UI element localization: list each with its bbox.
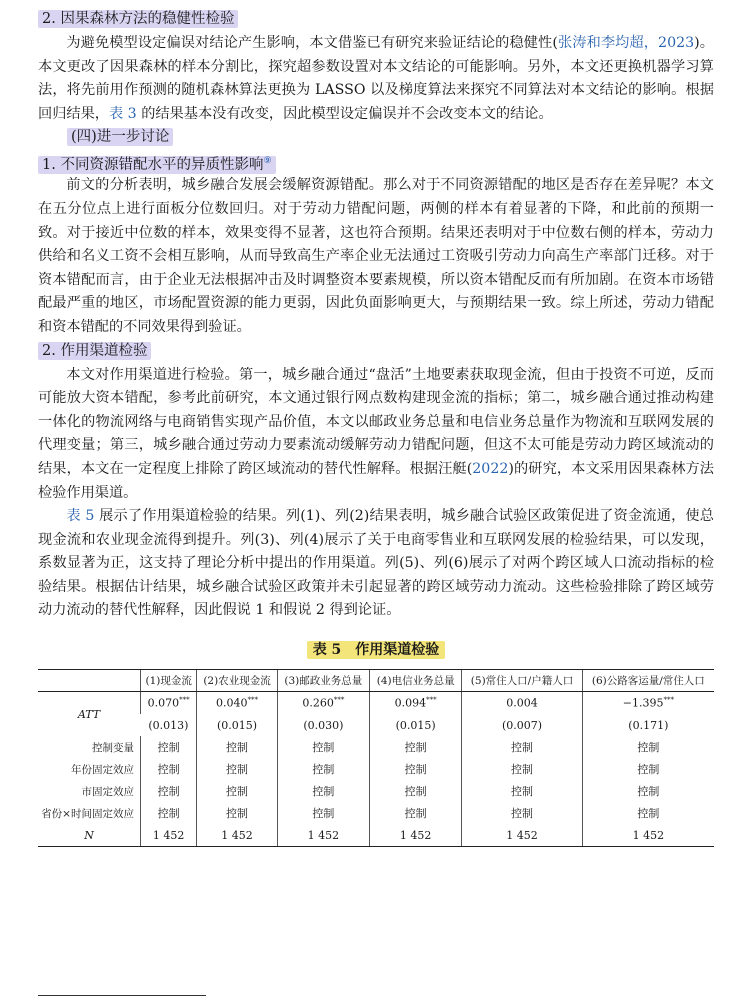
cell: 控制 [370, 736, 462, 758]
table-row-controls [38, 736, 714, 758]
table-row-att [38, 692, 714, 715]
se-cell: (0.015) [370, 714, 462, 736]
cell: 控制 [141, 758, 197, 780]
table-title: 表 5 作用渠道检验 [38, 637, 714, 663]
year-link[interactable]: 2022 [472, 460, 509, 477]
cell: 控制 [197, 780, 277, 802]
cell: 控制 [462, 758, 582, 780]
se-cell: (0.007) [462, 714, 582, 736]
se-cell: (0.030) [277, 714, 369, 736]
table-row-n [38, 824, 714, 847]
paragraph-channel: 本文对作用渠道进行检验。第一，城乡融合通过“盘活”土地要素获取现金流，但由于投资不可逆，反而可能放大资本错配，参考此前研究，本文通过银行网点数构建现金流的指标；第二，城乡融合通过推动构建一体化的物流网络与电商销售实现产品价值，本文以邮政业务总量和电信业务总量作为物流和互联网发展的代理变量；第三，城乡融合通过劳动力要素流动缓解劳动力错配问题，但这不太可能是劳动力跨区域流动的结果，本文在一定程度上排除了跨区域流动的替代性解释。根据汪艇(2022)的研究，本文采用因果森林方法检验作用渠道。 [38, 366, 714, 501]
cell: 控制 [277, 758, 369, 780]
table-row-year-fe [38, 758, 714, 780]
coef-cell: 0.094*** [370, 692, 462, 715]
coef-cell: 0.070*** [141, 692, 197, 715]
cell: 控制 [197, 758, 277, 780]
cell: 控制 [141, 736, 197, 758]
row-label: 省份×时间固定效应 [41, 807, 134, 820]
coef-cell: 0.004 [462, 692, 582, 715]
cell: 控制 [370, 758, 462, 780]
se-cell: (0.171) [582, 714, 714, 736]
cell: 1 452 [141, 824, 197, 847]
cell: 控制 [141, 802, 197, 824]
cell: 1 452 [370, 824, 462, 847]
section-heading-heterogeneity: 1. 不同资源错配水平的异质性影响⑨ [38, 150, 714, 172]
row-label: 年份固定效应 [71, 763, 134, 776]
section-heading-channel: 2. 作用渠道检验 [38, 340, 714, 362]
cell: 控制 [197, 802, 277, 824]
cell: 控制 [370, 802, 462, 824]
section-heading-robustness: 2. 因果森林方法的稳健性检验 [38, 8, 714, 30]
coef-cell: 0.260*** [277, 692, 369, 715]
paragraph-table5-discussion: 表 5 展示了作用渠道检验的结果。列(1)、列(2)结果表明，城乡融合试验区政策促进了资金流通，使总现金流和农业现金流得到提升。列(3)、列(4)展示了关于电商零售业和互联网发展的检验结果，可以发现，系数显著为正，这支持了理论分析中提出的作用渠道。列(5)、列(6)展示了对两个跨区域人口流动指标的检验结果。根据估计结果，城乡融合试验区政策并未引起显著的跨区域劳动力流动。这些检验排除了跨区域劳动力流动的替代性解释，因此假说 1 和假说 2 得到论证。 [38, 508, 714, 619]
row-label-n: N [38, 824, 141, 847]
header-col-2: (2)农业现金流 [197, 670, 277, 692]
cell: 控制 [197, 736, 277, 758]
cell: 控制 [462, 802, 582, 824]
row-label: 控制变量 [92, 741, 134, 754]
cell: 1 452 [462, 824, 582, 847]
coef-cell: 0.040*** [197, 692, 277, 715]
header-col-1: (1)现金流 [141, 670, 197, 692]
se-cell: (0.015) [197, 714, 277, 736]
cell: 控制 [277, 780, 369, 802]
se-cell: (0.013) [148, 718, 189, 732]
table-5-link[interactable]: 表 5 [66, 508, 95, 525]
citation-link[interactable]: 张涛和李均超，2023 [557, 35, 695, 51]
section-heading-further-discussion: (四)进一步讨论 [38, 126, 714, 148]
row-label: 市固定效应 [81, 785, 134, 798]
footnote-divider [38, 995, 206, 996]
paper-page [38, 8, 714, 847]
paragraph-heterogeneity: 前文的分析表明，城乡融合发展会缓解资源错配。那么对于不同资源错配的地区是否存在差异呢？本文在五分位点上进行面板分位数回归。对于劳动力错配问题，两侧的样本有着显著的下降，和此前的预期一致。对于接近中位数的样本，效果变得不显著，这也符合预期。结果还表明对于中位数右侧的样本，劳动力供给和名义工资不会相互影响，从而导致高生产率企业无法通过工资吸引劳动力向高生产率部门迁移。对于资本错配而言，由于企业无法根据冲击及时调整资本要素规模，所以资本错配反而有所加剧。在资本市场错配最严重的地区，市场配置资源的能力更弱，因此负面影响更大，与预期结果一致。综上所述，劳动力错配和资本错配的不同效果得到验证。 [38, 177, 714, 335]
cell: 控制 [582, 780, 714, 802]
table-header-row [38, 670, 714, 692]
header-blank [38, 670, 141, 692]
coef-cell: −1.395*** [582, 692, 714, 715]
footnote-marker[interactable]: ⑨ [263, 156, 272, 167]
paragraph-robustness: 为避免模型设定偏误对结论产生影响，本文借鉴已有研究来验证结论的稳健性(张涛和李均超，2023)。本文更改了因果森林的样本分割比，探究超参数设置对本文结论的可能影响。另外，本文还更换机器学习算法，将先前用作预测的随机森林算法更换为 LASSO 以及梯度算法来探究不同算法对本文结论的影响。根据回归结果，表 3 的结果基本没有改变，因此模型设定偏误并不会改变本文的结论。 [38, 35, 714, 122]
cell: 控制 [462, 736, 582, 758]
cell: 1 452 [277, 824, 369, 847]
cell: 控制 [462, 780, 582, 802]
cell: 控制 [582, 736, 714, 758]
table-5 [38, 669, 714, 847]
cell: 1 452 [582, 824, 714, 847]
cell: 控制 [582, 758, 714, 780]
table-3-link[interactable]: 表 3 [108, 105, 137, 122]
cell: 控制 [277, 802, 369, 824]
table-row-city-fe [38, 780, 714, 802]
table-row-province-time-fe [38, 802, 714, 824]
cell: 1 452 [197, 824, 277, 847]
cell: 控制 [370, 780, 462, 802]
cell: 控制 [582, 802, 714, 824]
header-col-5: (5)常住人口/户籍人口 [462, 670, 582, 692]
cell: 控制 [141, 780, 197, 802]
header-col-6: (6)公路客运量/常住人口 [582, 670, 714, 692]
cell: 控制 [277, 736, 369, 758]
header-col-3: (3)邮政业务总量 [277, 670, 369, 692]
header-col-4: (4)电信业务总量 [370, 670, 462, 692]
row-label-att: ATT [77, 707, 101, 721]
